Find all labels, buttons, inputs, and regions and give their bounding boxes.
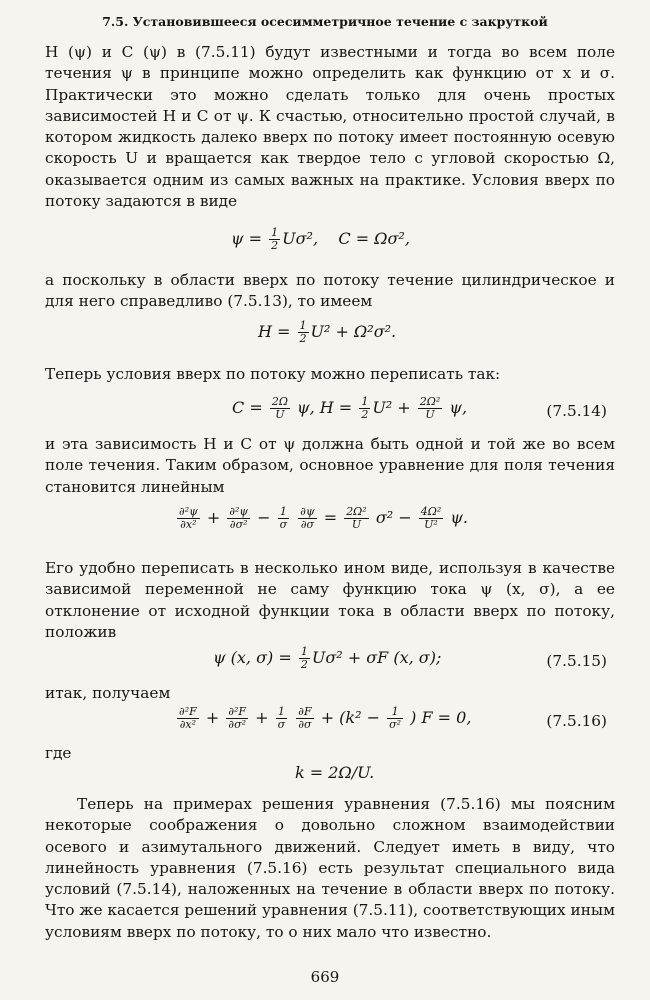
eq5-frac-den: 2: [300, 658, 308, 671]
paragraph-5: Его удобно переписать в несколько ином виде, используя в качестве зависимой переменной не саму функцию тока ψ (x, σ), а ее отклонение от исходной функции тока в области вверх по потоку, положив: [45, 559, 615, 641]
eq7-text: k = 2Ω/U.: [295, 763, 375, 782]
eq2-frac-den: 2: [299, 332, 307, 345]
eq1-left: ψ =: [231, 229, 263, 248]
eq4-f-den: U²: [424, 518, 438, 531]
eq6-e-num: 1: [387, 706, 403, 719]
eq3-frac2-den: 2: [361, 408, 369, 421]
equation-3: [45, 392, 615, 426]
eq4-a-den: ∂x²: [180, 518, 197, 531]
eq2-fraction: [298, 320, 309, 345]
eq4-frac-a: [177, 506, 200, 531]
eq6-a-den: ∂x²: [179, 718, 197, 731]
paragraph-3: Теперь условия вверх по потоку можно переписать так:: [45, 365, 501, 383]
eq6-plus: +: [205, 708, 220, 727]
eq3-end: ψ,: [449, 398, 468, 417]
eq1-frac-den: 2: [271, 239, 279, 252]
eq6-mid: + (k² −: [320, 708, 381, 727]
eq4-plus: +: [206, 508, 221, 527]
eq4-d-den: ∂σ: [300, 518, 315, 531]
page-number: 669: [310, 968, 340, 986]
eq1-rest1: Uσ²,: [282, 229, 324, 248]
eq2-left: H =: [258, 322, 291, 341]
eq3-fraction-1: [270, 396, 290, 421]
equation-4: [45, 502, 615, 536]
equation-number-7-5-15: (7.5.15): [546, 652, 607, 670]
paragraph-4: и эта зависимость H и C от ψ должна быть одной и той же во всем поле течения. Таким образом, основное уравнение для поля течения становится линейным: [45, 435, 615, 496]
eq3-frac1-den: U: [275, 408, 285, 421]
running-header: 7.5. Установившееся осесимметричное течение с закруткой: [102, 14, 548, 29]
eq3-mid2: U² +: [372, 398, 411, 417]
eq4-f-num: 4Ω²: [420, 505, 442, 518]
eq3-frac2-num: 1: [361, 395, 369, 408]
eq5-frac-num: 1: [300, 645, 308, 658]
eq6-d-num: ∂F: [298, 705, 312, 718]
eq5-fraction: [299, 646, 310, 671]
eq4-a-num: ∂²ψ: [179, 505, 198, 518]
eq6-b-den: ∂σ²: [228, 718, 246, 731]
eq4-equals: =: [323, 508, 338, 527]
equation-number-7-5-16: (7.5.16): [546, 712, 607, 730]
eq2-frac-num: 1: [299, 319, 307, 332]
eq6-d-den: ∂σ: [298, 718, 312, 731]
eq5-left: ψ (x, σ) =: [213, 648, 292, 667]
eq4-c-den: σ: [279, 518, 288, 531]
eq6-frac-a: [177, 706, 199, 731]
eq2-rest: U² + Ω²σ².: [310, 322, 397, 341]
eq3-mid: ψ, H =: [297, 398, 353, 417]
eq4-end: ψ.: [450, 508, 468, 527]
eq6-frac-c: [276, 706, 288, 731]
eq1-fraction: [269, 227, 280, 252]
eq3-left: C =: [232, 398, 263, 417]
equation-5: [45, 642, 615, 676]
eq4-e-den: U: [351, 518, 362, 531]
eq3-fraction-2: [359, 396, 370, 421]
eq4-b-den: ∂σ²: [229, 518, 248, 531]
eq3-frac3-den: U: [425, 408, 435, 421]
eq6-a-num: ∂²F: [179, 705, 197, 718]
eq3-frac1-num: 2Ω: [271, 395, 288, 408]
eq4-minus: −: [257, 508, 271, 527]
eq6-frac-b: [226, 706, 248, 731]
equation-6: [45, 702, 615, 736]
eq6-frac-d: [296, 706, 313, 731]
eq1-rest2: C = Ωσ²,: [338, 229, 410, 248]
eq4-frac-e: [344, 506, 369, 531]
eq4-frac-f: [419, 506, 444, 531]
eq6-c-num: 1: [276, 706, 288, 719]
label-itak: итак, получаем: [45, 684, 171, 702]
paragraph-8: Теперь на примерах решения уравнения (7.5.16) мы поясним некоторые соображения о довольно сложном взаимодействии осевого и азимутального движений. Следует иметь в виду, что линейность уравнения (7.5.16) есть результат специального вида условий (7.5.14), наложенных на течение в области вверх по потоку. Что же касается решений уравнения (7.5.11), соответствующих иным условиям вверх по потоку, то о них мало что известно.: [45, 795, 615, 941]
eq4-sigma: σ² −: [375, 508, 412, 527]
eq1-frac-num: 1: [271, 226, 279, 239]
eq4-e-num: 2Ω²: [346, 505, 367, 518]
equation-number-7-5-14: (7.5.14): [546, 402, 607, 420]
eq3-frac3-num: 2Ω²: [419, 395, 441, 408]
eq6-e-den: σ²: [389, 718, 402, 731]
label-gde: где: [45, 744, 72, 762]
eq6-c-den: σ: [277, 718, 286, 731]
eq4-c-num: 1: [278, 506, 290, 519]
eq6-frac-e: [387, 706, 403, 731]
eq6-b-num: ∂²F: [228, 705, 247, 718]
eq4-frac-b: [227, 506, 250, 531]
eq6-plus2: +: [255, 708, 269, 727]
eq4-d-num: ∂ψ: [300, 505, 315, 518]
equation-1: [45, 225, 615, 255]
eq4-frac-d: [298, 506, 316, 531]
paragraph-1: H (ψ) и C (ψ) в (7.5.11) будут известными и тогда во всем поле течения ψ в принципе можно определить как функцию от x и σ. Практически это можно сделать только для очень простых зависимостей H и C от ψ. К счастью, относительно простой случай, в котором жидкость далеко вверх по потоку имеет постоянную осевую скорость U и вращается как твердое тело с угловой скоростью Ω, оказывается одним из самых важных на практике. Условия вверх по потоку задаются в виде: [45, 43, 615, 211]
equation-7: [45, 762, 615, 788]
eq6-end: ) F = 0,: [410, 708, 472, 727]
eq5-rest: Uσ² + σF (x, σ);: [311, 648, 442, 667]
eq3-fraction-3: [418, 396, 443, 421]
eq4-frac-c: [278, 506, 290, 531]
equation-2: [45, 318, 615, 348]
paragraph-2: а поскольку в области вверх по потоку течение цилиндрическое и для него справедливо (7.5.13), то имеем: [45, 271, 615, 311]
eq4-b-num: ∂²ψ: [229, 505, 249, 518]
